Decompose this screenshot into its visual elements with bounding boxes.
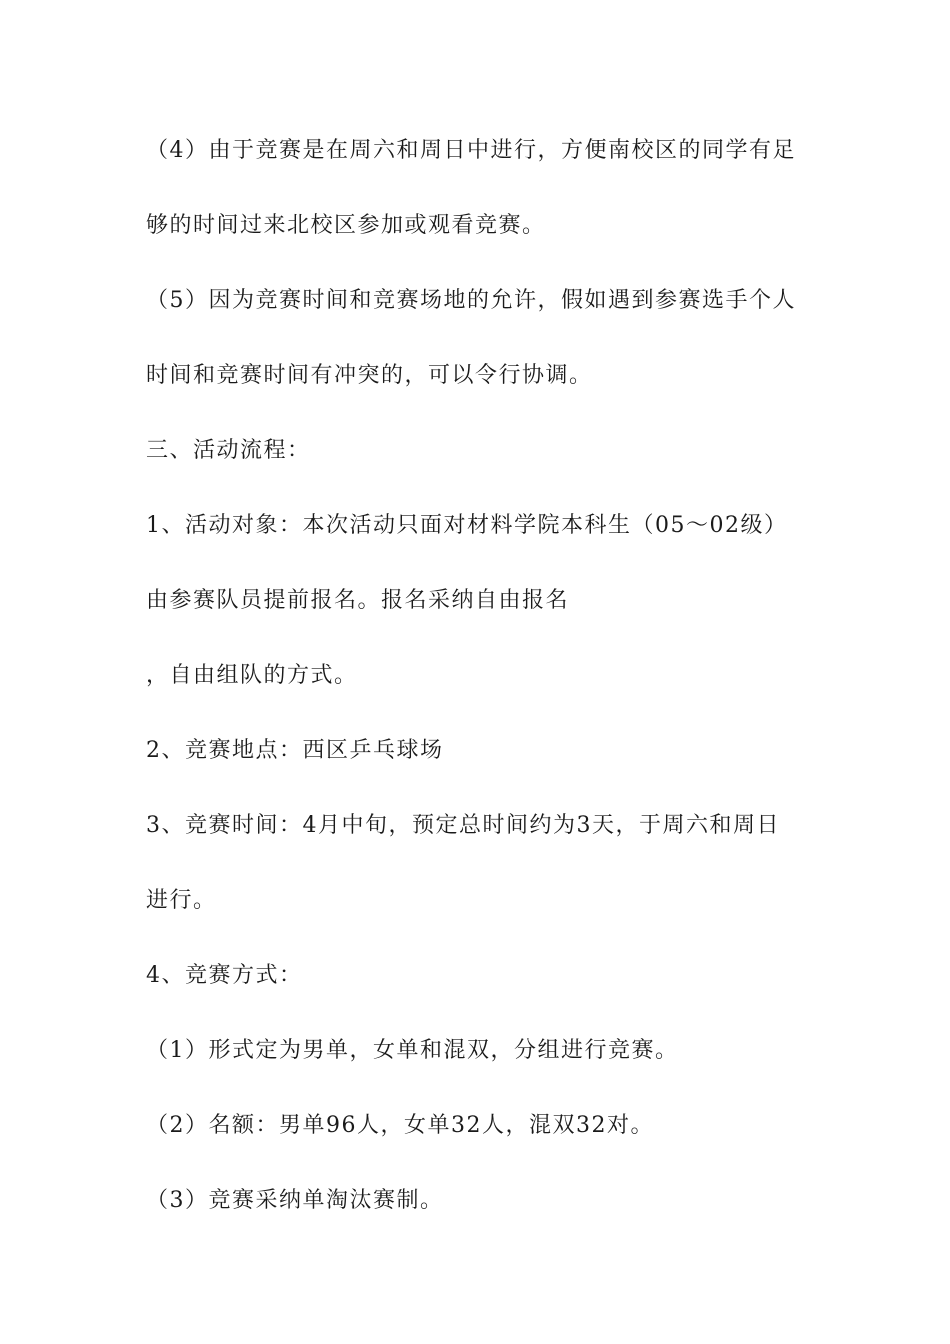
paragraph-line: （4）由于竞赛是在周六和周日中进行，方便南校区的同学有足 <box>146 138 796 163</box>
paragraph-line: 进行。 <box>146 888 217 913</box>
paragraph-line: （3）竞赛采纳单淘汰赛制。 <box>146 1188 444 1213</box>
paragraph-line: 由参赛队员提前报名。报名采纳自由报名 <box>146 588 570 613</box>
paragraph-line: （1）形式定为男单，女单和混双，分组进行竞赛。 <box>146 1038 679 1063</box>
paragraph-line: 1、活动对象：本次活动只面对材料学院本科生（05～02级） <box>146 513 788 538</box>
paragraph-line: ，自由组队的方式。 <box>146 663 358 688</box>
paragraph-line: （5）因为竞赛时间和竞赛场地的允许，假如遇到参赛选手个人 <box>146 288 796 313</box>
paragraph-line: 时间和竞赛时间有冲突的，可以令行协调。 <box>146 363 593 388</box>
paragraph-line: 2、竞赛地点：西区乒乓球场 <box>146 738 444 763</box>
paragraph-line: 够的时间过来北校区参加或观看竞赛。 <box>146 213 546 238</box>
section-heading: 三、活动流程： <box>146 438 311 463</box>
paragraph-line: 4、竞赛方式： <box>146 963 303 988</box>
paragraph-line: 3、竞赛时间：4月中旬，预定总时间约为3天，于周六和周日 <box>146 813 780 838</box>
paragraph-line: （2）名额：男单96人，女单32人，混双32对。 <box>146 1113 654 1138</box>
